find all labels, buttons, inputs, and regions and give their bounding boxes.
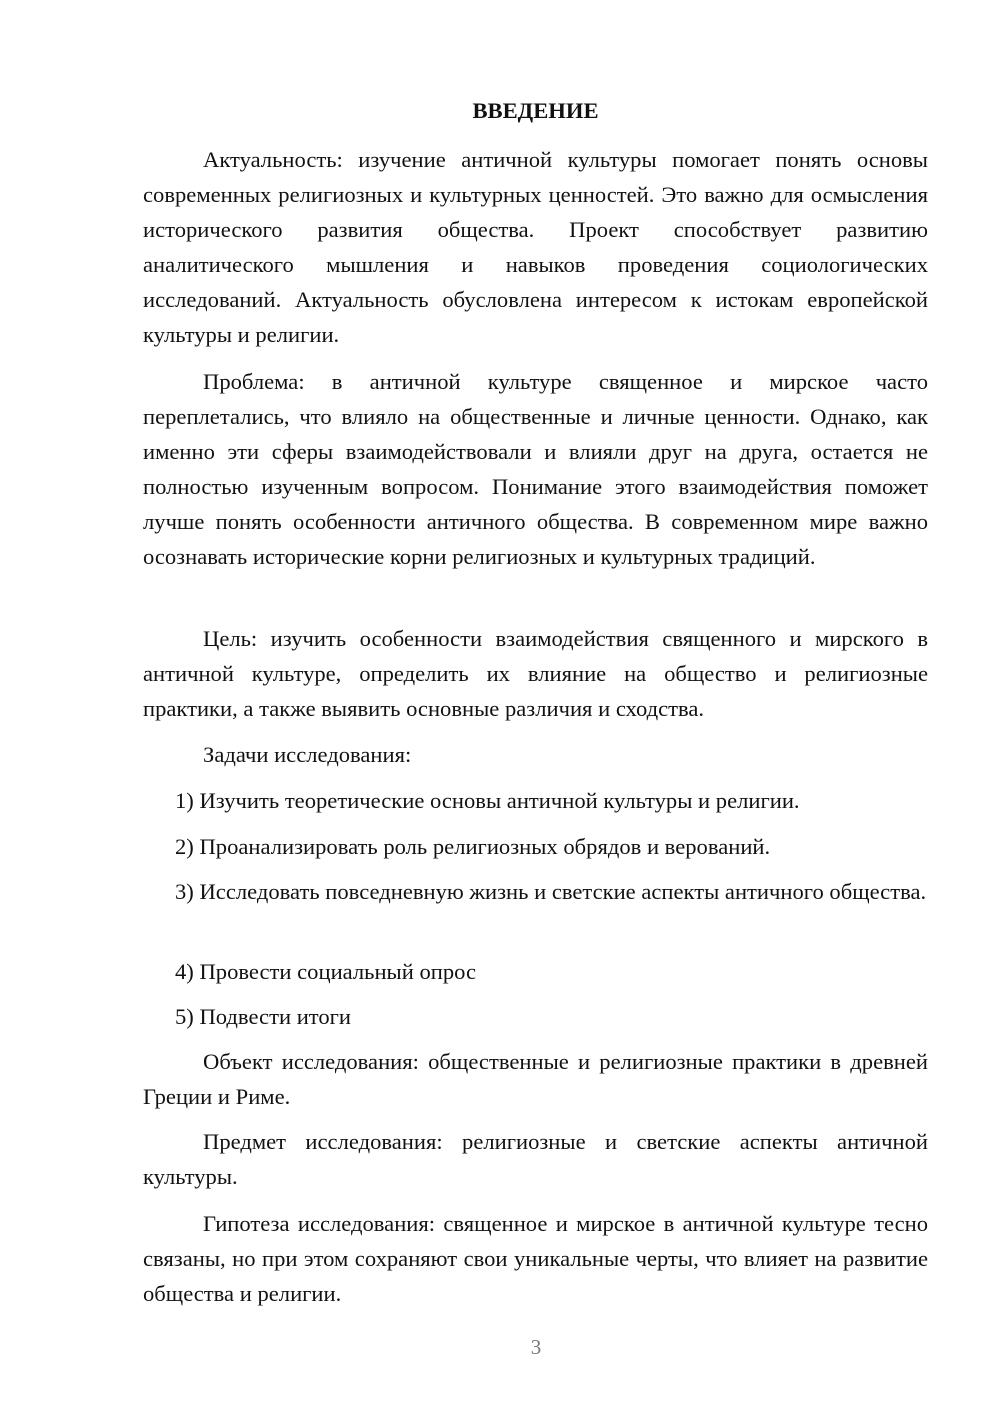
page-number: 3 [530, 1335, 542, 1359]
problem-paragraph: Проблема: в античной культуре священное и мирское часто переплетались, что влияло на общественные и личные ценности. Однако, как именно эти сферы взаимодействовали и влияли друг на друга, остается не полностью изученным вопросом. Понимание этого взаимодействия поможет лучше понять особенности античного общества. В современном мире важно осознавать исторические корни религиозных и культурных традиций. [143, 369, 928, 569]
page-title: ВВЕДЕНИЕ [472, 98, 599, 123]
task-item-3: 3) Исследовать повседневную жизнь и светские аспекты античного общества. [175, 879, 927, 904]
task-item-5: 5) Подвести итоги [175, 1004, 352, 1029]
hypothesis-paragraph: Гипотеза исследования: священное и мирское в античной культуре тесно связаны, но при этом сохраняют свои уникальные черты, что влияет на развитие общества и религии. [143, 1211, 928, 1306]
task-item-4: 4) Провести социальный опрос [175, 959, 477, 984]
relevance-paragraph: Актуальность: изучение античной культуры помогает понять основы современных религиозных и культурных ценностей. Это важно для осмысления исторического развития общества. Проект способствует развитию аналитического мышления и навыков проведения социологических исследований. Актуальность обусловлена интересом к истокам европейской культуры и религии. [143, 147, 928, 347]
goal-paragraph: Цель: изучить особенности взаимодействия священного и мирского в античной культуре, определить их влияние на общество и религиозные практики, а также выявить основные различия и сходства. [143, 626, 928, 721]
task-item-1: 1) Изучить теоретические основы античной культуры и религии. [175, 788, 800, 813]
task-item-2: 2) Проанализировать роль религиозных обрядов и верований. [175, 834, 771, 859]
subject-paragraph: Предмет исследования: религиозные и светские аспекты античной культуры. [143, 1129, 928, 1189]
tasks-title: Задачи исследования: [203, 742, 412, 767]
object-paragraph: Объект исследования: общественные и религиозные практики в древней Греции и Риме. [143, 1049, 928, 1109]
